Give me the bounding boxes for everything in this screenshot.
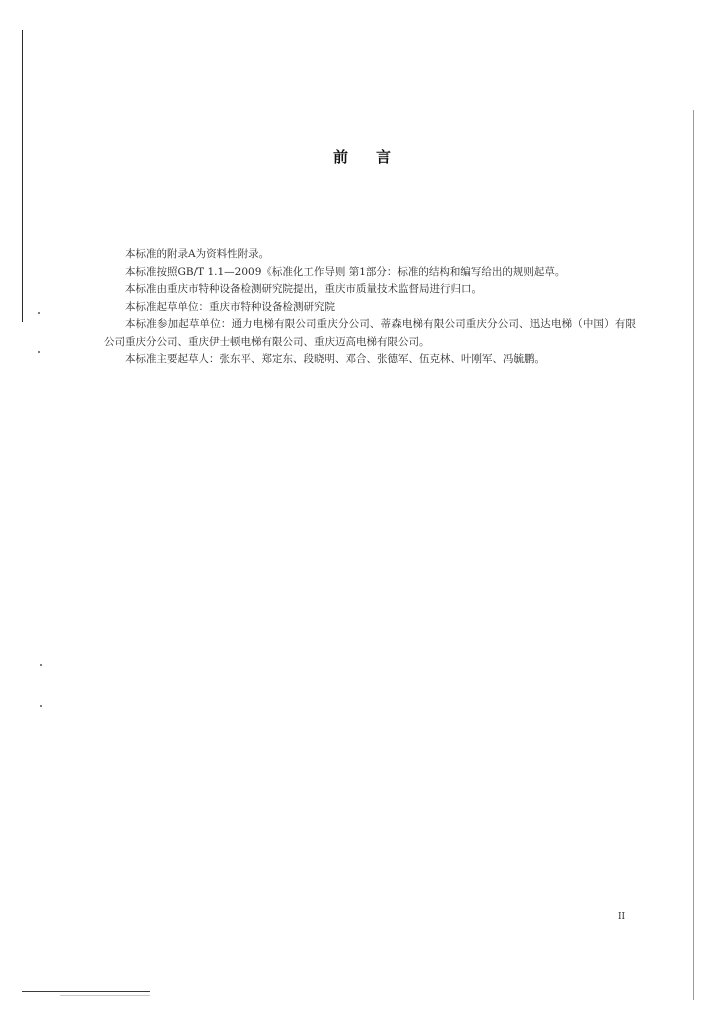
scan-edge-line-bottom xyxy=(22,991,150,992)
scan-speck xyxy=(40,664,42,666)
page-number: II xyxy=(618,912,626,922)
paragraph-main-drafters: 本标准主要起草人：张东平、郑定东、段晓明、邓合、张德军、伍克林、叶刚军、冯毓鹏。 xyxy=(125,353,545,365)
scan-edge-line-left xyxy=(22,30,23,322)
scan-edge-line-right xyxy=(693,110,694,1000)
paragraph-participating-units: 本标准参加起草单位：通力电梯有限公司重庆分公司、蒂森电梯有限公司重庆分公司、迅达电梯（中国）有限公司重庆分公司、重庆伊士顿电梯有限公司、重庆迈高电梯有限公司。 xyxy=(104,318,636,348)
paragraph-drafting-unit: 本标准起草单位：重庆市特种设备检测研究院 xyxy=(125,300,335,313)
foreword-body xyxy=(104,246,636,369)
paragraph-appendix: 本标准的附录A为资料性附录。 xyxy=(125,248,270,260)
scan-speck xyxy=(38,312,40,314)
page-title: 前言 xyxy=(332,148,419,166)
paragraph-drafting-rules: 本标准按照GB/T 1.1—2009《标准化工作导则 第1部分：标准的结构和编写给出的规则起草。 xyxy=(125,265,566,278)
scan-speck xyxy=(38,351,40,353)
scan-edge-line-bottom-faint xyxy=(60,995,150,996)
paragraph-proposer: 本标准由重庆市特种设备检测研究院提出，重庆市质量技术监督局进行归口。 xyxy=(125,283,482,295)
scan-speck xyxy=(40,705,42,707)
